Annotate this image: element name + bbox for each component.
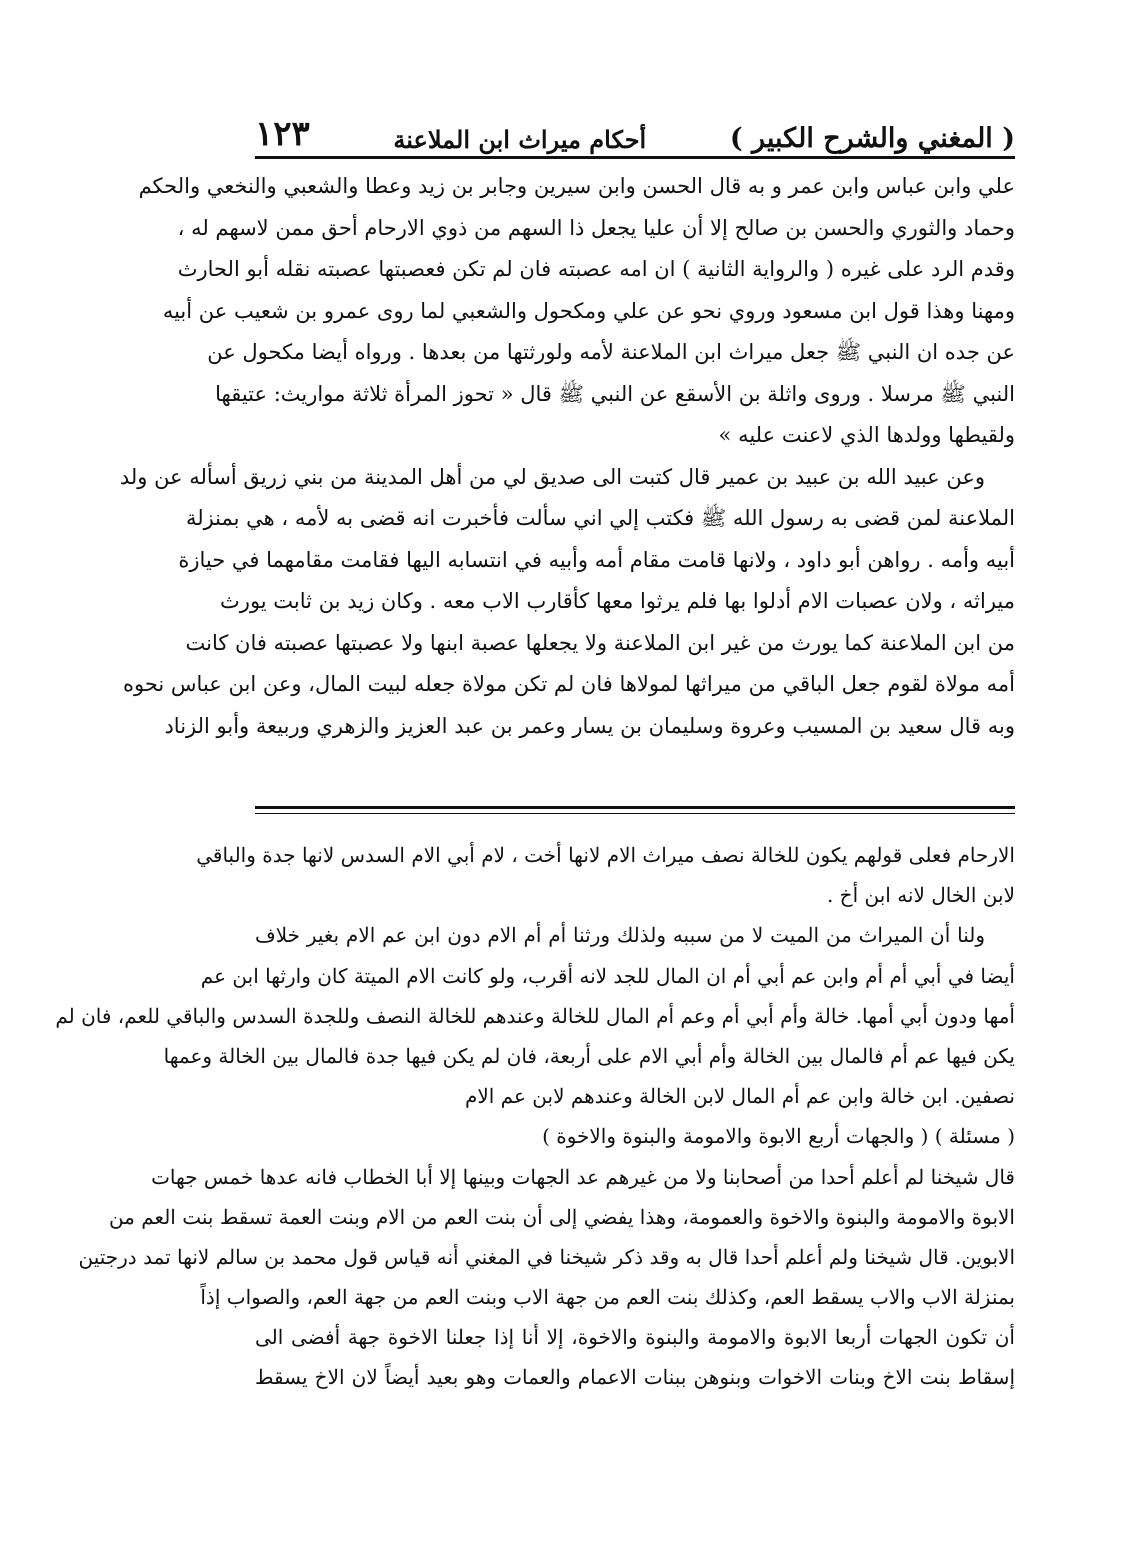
chapter-title: أحكام ميراث ابن الملاعنة — [393, 125, 647, 154]
text-line: أمها ودون أبي أمها. خالة وأم أبي أم وعم أم المال للخالة وعندهم للخالة النصف وللجدة السدس والباقي للعم، فان لم — [55, 1003, 1015, 1028]
text-line: من ابن الملاعنة كما يورث من غير ابن الملاعنة ولا يجعلها عصبة ابنها ولا عصبتها عصبته فان كانت — [185, 630, 1015, 655]
text-line: لابن الخال لانه ابن أخ . — [826, 883, 1015, 908]
section-divider-thin — [255, 813, 1015, 814]
text-line: يكن فيها عم أم فالمال بين الخالة وأم أبي الام على أربعة، فان لم يكن فيها جدة فالمال بين الخالة وعمها — [163, 1043, 1015, 1068]
text-line: وعن عبيد الله بن عبيد بن عمير قال كتبت الى صديق لي من أهل المدينة من بني زريق أسأله عن ولد — [119, 464, 985, 489]
book-title: ( المغني والشرح الكبير ) — [729, 123, 1015, 154]
text-line: الابوين. قال شيخنا ولم أعلم أحدا قال به وقد ذكر شيخنا في المغني أنه قياس قول محمد بن سالم لانها تمد درجتين — [78, 1244, 1015, 1269]
text-line: وحماد والثوري والحسن بن صالح إلا أن عليا يجعل ذا السهم من ذوي الارحام أحق ممن لاسهم له ، — [177, 215, 1015, 240]
text-line: أيضا في أبي أم أم وابن عم أبي أم ان المال للجد لانه أقرب، ولو كانت الام الميتة كان وارثها ابن عم — [200, 963, 1015, 988]
text-line: نصفين. ابن خالة وابن عم أم المال لابن الخالة وعندهم لابن عم الام — [464, 1084, 1015, 1109]
text-line: إسقاط بنت الاخ وبنات الاخوات وبنوهن ببنات الاعمام والعمات وهو بعيد أيضاً لان الاخ يسقط — [255, 1365, 1015, 1390]
section-divider — [255, 806, 1015, 809]
text-line: ولنا أن الميراث من الميت لا من سببه ولذلك ورثنا أم أم الام دون ابن عم الام بغير خلاف — [255, 923, 985, 948]
commentary-text — [55, 835, 1015, 1398]
text-line: الملاعنة لمن قضى به رسول الله ﷺ فكتب إلي اني سألت فأخبرت انه قضى به لأمه ، هي بمنزلة — [185, 506, 1015, 530]
text-line: الابوة والامومة والبنوة والاخوة والعمومة، وهذا يفضي إلى أن بنت العم من الام وبنت العمة تسقط بنت العم من — [108, 1204, 1015, 1229]
text-line: أمه مولاة لقوم جعل الباقي من ميراثها لمولاها فان لم تكن مولاة جعله لبيت المال، وعن ابن عباس نحوه — [122, 672, 1015, 696]
text-line: ميراثه ، ولان عصبات الام أدلوا بها فلم يرثوا معها كأقارب الاب معه . وكان زيد بن ثابت يورث — [220, 589, 1015, 613]
text-line: الارحام فعلى قولهم يكون للخالة نصف ميراث الام لانها أخت ، لام أبي الام السدس لانها جدة والباقي — [196, 843, 1015, 867]
text-line: علي وابن عباس وابن عمر و به قال الحسن وابن سيرين وجابر بن زيد وعطا والشعبي والنخعي والحكم — [138, 174, 1015, 198]
text-line: النبي ﷺ مرسلا . وروى واثلة بن الأسقع عن النبي ﷺ قال « تحوز المرأة ثلاثة مواريث: عتيقها — [215, 381, 1015, 406]
header-rule — [255, 156, 1015, 159]
text-line: بمنزلة الاب والاب يسقط العم، وكذلك بنت العم من جهة الاب وبنت العم من جهة العم، والصواب إذاً — [200, 1285, 1015, 1310]
main-text — [119, 166, 1015, 747]
text-line: وقدم الرد على غيره ( والرواية الثانية ) ان امه عصبته فان لم تكن فعصبتها عصبته نقله أبو الحارث — [177, 257, 1015, 281]
text-line: أن تكون الجهات أربعا الابوة والامومة والبنوة والاخوة، إلا أنا إذا جعلنا الاخوة جهة أفضى الى — [255, 1325, 1015, 1350]
section-heading: ( مسئلة ) ( والجهات أربع الابوة والامومة والبنوة والاخوة ) — [542, 1124, 1015, 1149]
text-line: قال شيخنا لم أعلم أحدا من أصحابنا ولا من غيرهم عد الجهات وبينها إلا أبا الخطاب فانه عدها خمس جهات — [151, 1164, 1015, 1189]
text-line: أبيه وأمه . رواهن أبو داود ، ولانها قامت مقام أمه وأبيه في انتسابه اليها فقامت مقامهما في حيازة — [178, 547, 1015, 572]
page-number: ١٢٣ — [255, 114, 310, 154]
text-line: عن جده ان النبي ﷺ جعل ميراث ابن الملاعنة لأمه ولورثتها من بعدها . ورواه أيضا مكحول عن — [207, 340, 1015, 364]
page-header — [255, 112, 1015, 154]
text-line: وبه قال سعيد بن المسيب وعروة وسليمان بن يسار وعمر بن عبد العزيز والزهري وربيعة وأبو الزناد — [164, 713, 1015, 738]
text-line: ومهنا وهذا قول ابن مسعود وروي نحو عن علي ومكحول والشعبي لما روى عمرو بن شعيب عن أبيه — [162, 298, 1015, 323]
text-line: ولقيطها وولدها الذي لاعنت عليه » — [718, 423, 1015, 447]
